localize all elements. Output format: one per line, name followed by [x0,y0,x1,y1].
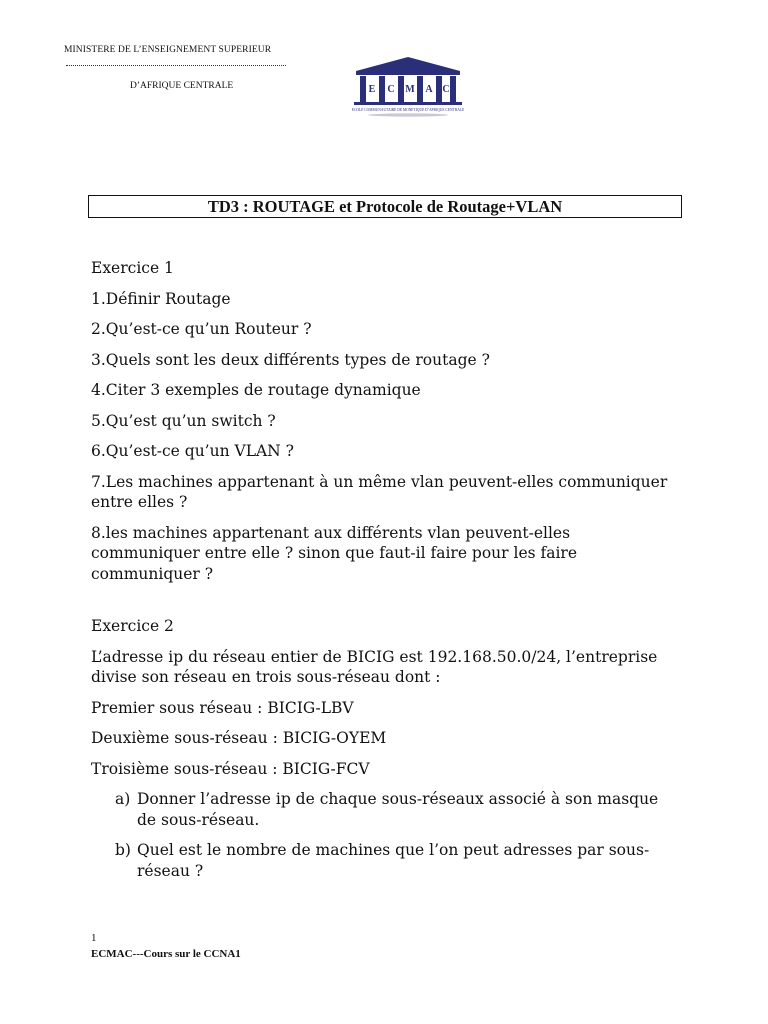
header-dotted-divider [66,65,286,66]
subquestion-text: Donner l’adresse ip de chaque sous-réseaux associé à son masque de sous-réseau. [137,790,659,829]
exercise1-question: 5.Qu’est qu’un switch ? [91,411,276,430]
exercise1-question: 4.Citer 3 exemples de routage dynamique [91,381,421,399]
logo-column [379,76,385,102]
subquestion-letter: b) [115,841,131,859]
exercise2-intro: L’adresse ip du réseau entier de BICIG est 192.168.50.0/24, l’entreprise divise son réseau en trois sous-réseau dont : [91,647,658,686]
exercise2-subquestion [91,789,681,830]
logo-letter: C [387,84,395,95]
ministry-name: MINISTERE DE L’ENSEIGNEMENT SUPERIEUR [64,45,272,55]
exercise1-question: 3.Quels sont les deux différents types de routage ? [91,350,490,369]
logo-base [354,102,462,105]
logo-caption: ECOLE COMMUNAUTAIRE DE MONETIQUE D’AFRIQUE CENTRALE [351,108,465,112]
page-number: 1 [91,932,97,944]
footer-text: ECMAC---Cours sur le CCNA1 [91,948,241,960]
exercise2-subnet: Troisième sous-réseau : BICIG-FCV [91,759,370,778]
logo-letter: C [442,84,450,95]
logo-column [436,76,442,102]
logo-column [450,76,456,102]
exercise2-subnet: Premier sous réseau : BICIG-LBV [91,698,354,717]
exercise1-heading: Exercice 1 [91,259,174,277]
subquestion-letter: a) [115,790,131,808]
subquestion-text: Quel est le nombre de machines que l’on peut adresses par sous-réseau ? [137,841,650,880]
logo-column [360,76,366,102]
exercise2-subnet: Deuxième sous-réseau : BICIG-OYEM [91,729,387,747]
exercise1-question: 6.Qu’est-ce qu’un VLAN ? [91,442,294,460]
logo-letter: A [425,84,433,95]
exercise1-question: 2.Qu’est-ce qu’un Routeur ? [91,320,312,338]
ecmac-logo [334,55,482,117]
exercise1-question: 8.les machines appartenant aux différents vlan peuvent-elles communiquer entre elle ? sinon que faut-il faire pour les faire communiquer ? [91,523,578,583]
ministry-region: D’AFRIQUE CENTRALE [130,81,234,91]
section-spacer [91,594,681,616]
document-body [91,258,681,891]
logo-top-bar [356,71,460,75]
logo-column [398,76,404,102]
exercise2-heading: Exercice 2 [91,617,174,635]
exercise1-question: 1.Définir Routage [91,289,231,308]
logo-letter: M [405,84,415,95]
document-title: TD3 : ROUTAGE et Protocole de Routage+VLAN [88,195,682,218]
logo-letter: E [368,84,376,95]
logo-column [417,76,423,102]
logo-shadow [368,113,448,116]
exercise2-subquestion [91,840,681,881]
logo-roof [356,57,460,71]
exercise1-question: 7.Les machines appartenant à un même vlan peuvent-elles communiquer entre elles ? [91,472,668,511]
